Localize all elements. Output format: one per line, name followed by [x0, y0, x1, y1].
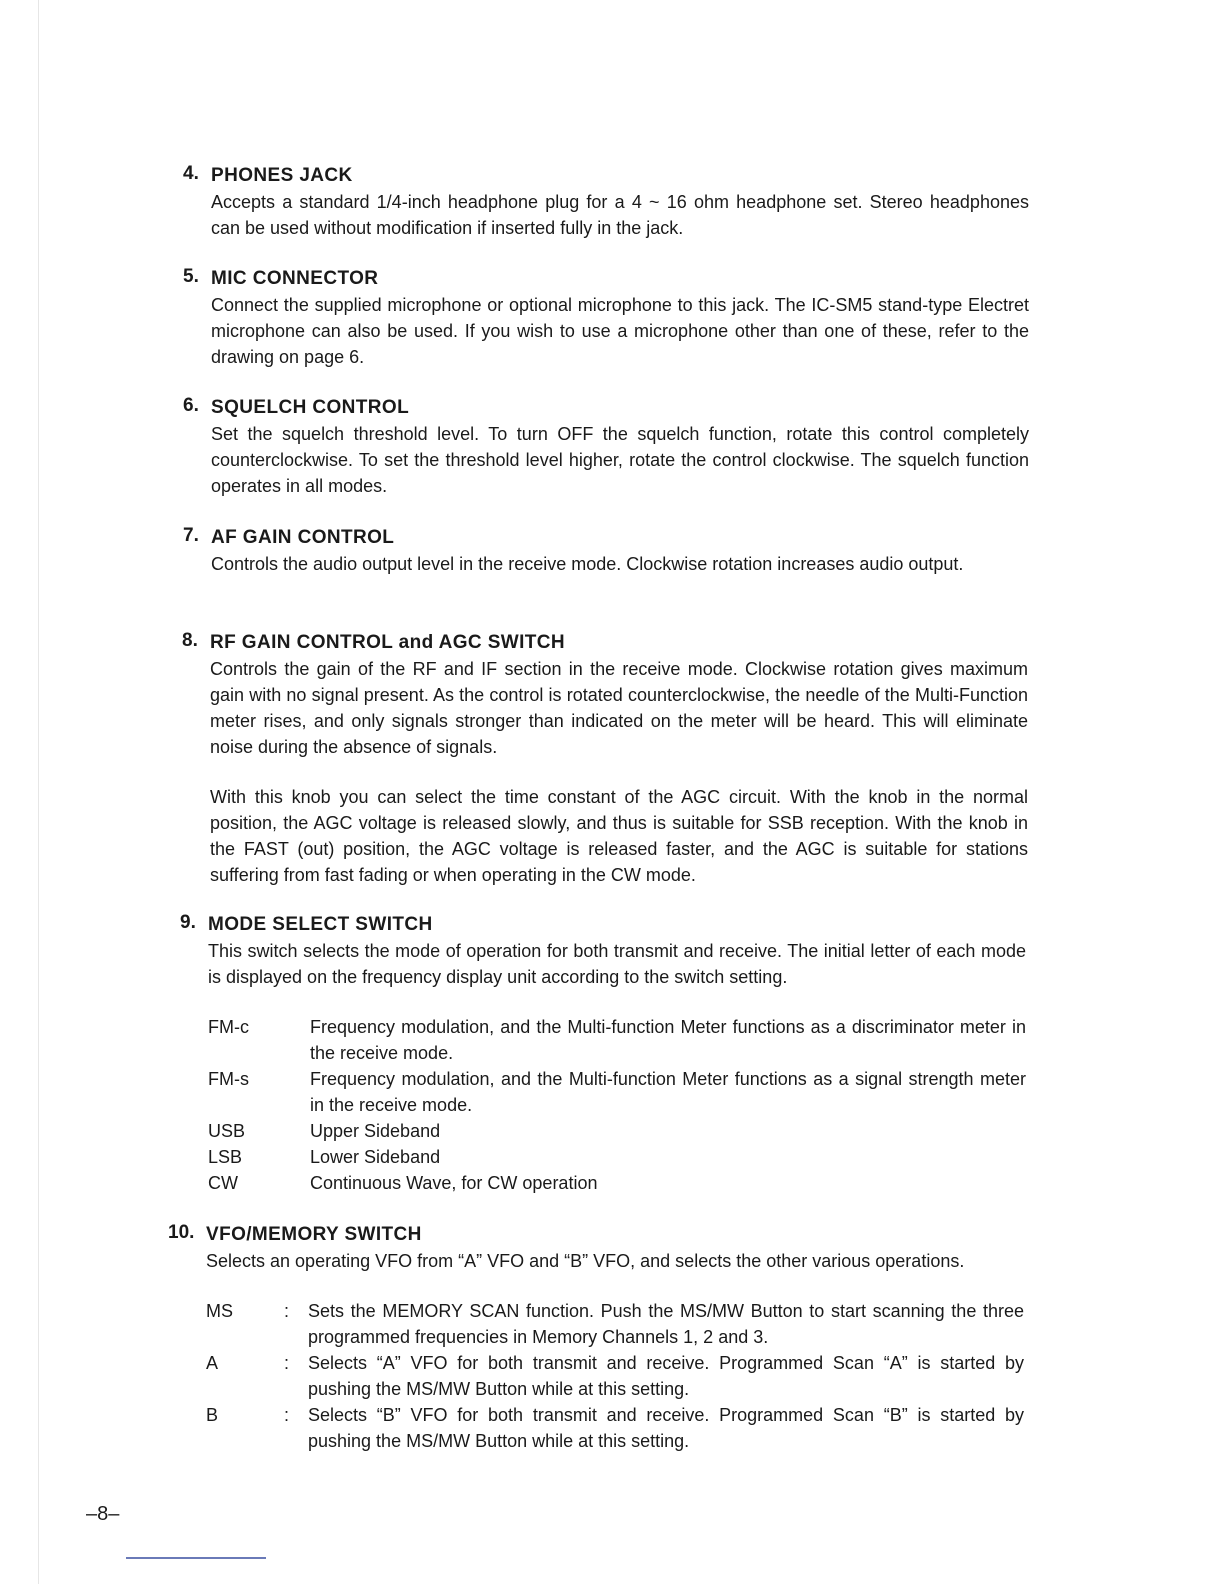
- mode-row: [208, 1170, 1026, 1196]
- section-af-gain-control: [183, 525, 1029, 577]
- mode-code: USB: [208, 1121, 246, 1141]
- vfo-option-row: [206, 1350, 1024, 1402]
- section-rf-gain-agc: [182, 630, 1028, 888]
- mode-description: Frequency modulation, and the Multi-function Meter functions as a signal strength meter in the receive mode.: [310, 1069, 1026, 1115]
- section-paragraph: Controls the gain of the RF and IF section in the receive mode. Clockwise rotation gives maximum gain with no signal present. As the control is rotated counterclockwise, the needle of the Multi-Function meter rises, and only signals stronger than indicated on the meter will be heard. This will eliminate noise during the absence of signals.: [210, 659, 1028, 757]
- section-paragraph: Accepts a standard 1/4-inch headphone plug for a 4 ~ 16 ohm headphone set. Stereo headphones can be used without modification if inserted fully in the jack.: [211, 192, 1029, 238]
- mode-row: [208, 1066, 1026, 1118]
- section-vfo-memory-switch: [168, 1222, 1024, 1454]
- mode-description: Upper Sideband: [310, 1121, 441, 1141]
- vfo-option-separator: :: [284, 1405, 290, 1425]
- section-title: PHONES JACK: [211, 165, 353, 186]
- section-paragraph: This switch selects the mode of operation for both transmit and receive. The initial letter of each mode is displayed on the frequency display unit according to the switch setting.: [208, 941, 1026, 987]
- vfo-option-list: [206, 1298, 1024, 1454]
- vfo-option-code: MS: [206, 1301, 233, 1321]
- section-number: 5.: [183, 266, 199, 287]
- section-mode-select: [180, 912, 1026, 1196]
- mode-code: FM-s: [208, 1069, 249, 1089]
- page-number: –8–: [86, 1503, 120, 1525]
- section-number: 6.: [183, 395, 199, 416]
- mode-description: Continuous Wave, for CW operation: [310, 1173, 598, 1193]
- mode-code: LSB: [208, 1147, 243, 1167]
- section-paragraph: Selects an operating VFO from “A” VFO and “B” VFO, and selects the other various operations.: [206, 1251, 965, 1271]
- section-title: SQUELCH CONTROL: [211, 397, 410, 418]
- scan-edge-line: [38, 0, 39, 1584]
- section-title: AF GAIN CONTROL: [211, 527, 395, 548]
- section-title: MIC CONNECTOR: [211, 268, 379, 289]
- section-number: 9.: [180, 912, 196, 933]
- section-paragraph: Controls the audio output level in the receive mode. Clockwise rotation increases audio output.: [211, 554, 964, 574]
- vfo-option-code: A: [206, 1353, 219, 1373]
- vfo-option-description: Selects “A” VFO for both transmit and receive. Programmed Scan “A” is started by pushing the MS/MW Button while at this setting.: [308, 1353, 1024, 1399]
- vfo-option-description: Sets the MEMORY SCAN function. Push the MS/MW Button to start scanning the three programmed frequencies in Memory Channels 1, 2 and 3.: [308, 1301, 1024, 1347]
- vfo-option-description: Selects “B” VFO for both transmit and receive. Programmed Scan “B” is started by pushing the MS/MW Button while at this setting.: [308, 1405, 1024, 1451]
- section-number: 10.: [168, 1222, 195, 1243]
- section-squelch-control: [183, 395, 1029, 499]
- section-mic-connector: [183, 266, 1029, 370]
- mode-row: [208, 1144, 1026, 1170]
- mode-row: [208, 1118, 1026, 1144]
- mode-description: Frequency modulation, and the Multi-function Meter functions as a discriminator meter in the receive mode.: [310, 1017, 1026, 1063]
- mode-list: [208, 1014, 1026, 1196]
- vfo-option-code: B: [206, 1405, 219, 1425]
- section-number: 4.: [183, 163, 199, 184]
- section-number: 8.: [182, 630, 198, 651]
- footer-underline: [126, 1557, 266, 1559]
- section-title: MODE SELECT SWITCH: [208, 914, 433, 935]
- vfo-option-separator: :: [284, 1301, 290, 1321]
- section-title: VFO/MEMORY SWITCH: [206, 1224, 422, 1245]
- vfo-option-row: [206, 1298, 1024, 1350]
- section-paragraph: With this knob you can select the time constant of the AGC circuit. With the knob in the normal position, the AGC voltage is released slowly, and thus is suitable for SSB reception. With the knob in the FAST (out) position, the AGC voltage is released faster, and the AGC is suitable for stations suffering from fast fading or when operating in the CW mode.: [210, 787, 1028, 885]
- vfo-option-separator: :: [284, 1353, 290, 1373]
- section-title: RF GAIN CONTROL and AGC SWITCH: [210, 632, 566, 653]
- section-number: 7.: [183, 525, 199, 546]
- section-phones-jack: [183, 163, 1029, 241]
- mode-row: [208, 1014, 1026, 1066]
- mode-code: CW: [208, 1173, 238, 1193]
- mode-description: Lower Sideband: [310, 1147, 441, 1167]
- section-paragraph: Set the squelch threshold level. To turn OFF the squelch function, rotate this control completely counterclockwise. To set the threshold level higher, rotate the control clockwise. The squelch function operates in all modes.: [211, 424, 1029, 496]
- vfo-option-row: [206, 1402, 1024, 1454]
- section-paragraph: Connect the supplied microphone or optional microphone to this jack. The IC-SM5 stand-type Electret microphone can also be used. If you wish to use a microphone other than one of these, refer to the drawing on page 6.: [211, 295, 1029, 367]
- mode-code: FM-c: [208, 1017, 249, 1037]
